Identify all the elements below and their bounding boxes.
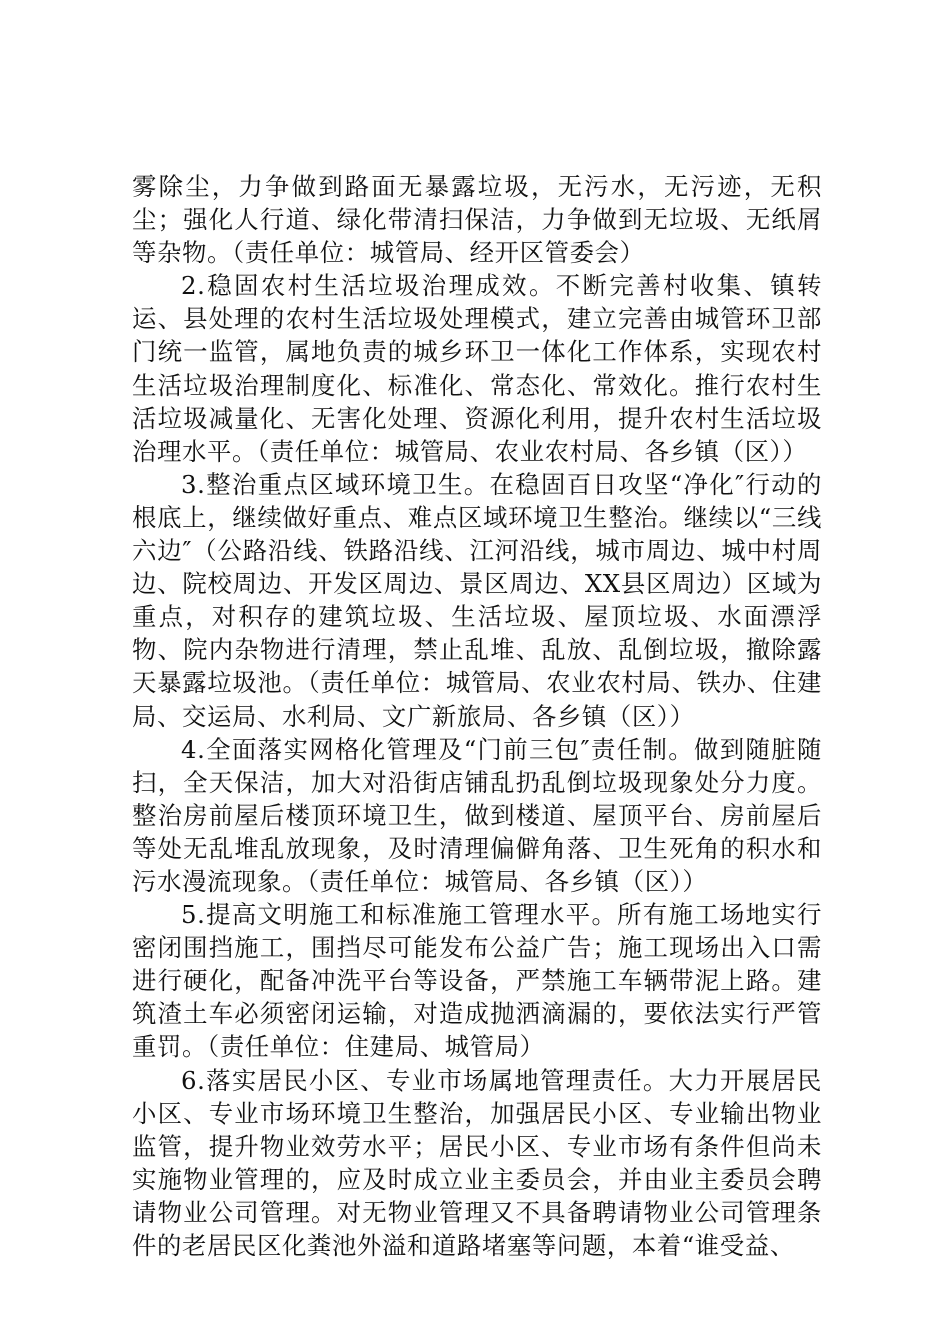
document-body <box>132 170 822 1262</box>
paragraph-item-6: 6.落实居民小区、专业市场属地管理责任。大力开展居民小区、专业市场环境卫生整治，加强居民小区、专业输出物业监管，提升物业效劳水平；居民小区、专业市场有条件但尚未实施物业管理的，应及时成立业主委员会，并由业主委员会聘请物业公司管理。对无物业管理又不具备聘请物业公司管理条件的老居民区化粪池外溢和道路堵塞等问题，本着“谁受益、 <box>132 1065 822 1260</box>
paragraph-continuation: 雾除尘，力争做到路面无暴露垃圾，无污水，无污迹，无积尘；强化人行道、绿化带清扫保洁，力争做到无垃圾、无纸屑等杂物。（责任单位：城管局、经开区管委会） <box>132 172 822 268</box>
paragraph-item-3: 3.整治重点区域环境卫生。在稳固百日攻坚“净化″行动的根底上，继续做好重点、难点区域环境卫生整治。继续以“三线六边″（公路沿线、铁路沿线、江河沿线，城市周边、城中村周边、院校周边、开发区周边、景区周边、XX县区周边）区域为重点，对积存的建筑垃圾、生活垃圾、屋顶垃圾、水面漂浮物、院内杂物进行清理，禁止乱堆、乱放、乱倒垃圾，撤除露天暴露垃圾池。（责任单位：城管局、农业农村局、铁办、住建局、交运局、水利局、文广新旅局、各乡镇（区）） <box>132 469 822 731</box>
paragraph-item-4: 4.全面落实网格化管理及“门前三包″责任制。做到随脏随扫，全天保洁，加大对沿街店铺乱扔乱倒垃圾现象处分力度。整治房前屋后楼顶环境卫生，做到楼道、屋顶平台、房前屋后等处无乱堆乱放现象，及时清理偏僻角落、卫生死角的积水和污水漫流现象。（责任单位：城管局、各乡镇（区）） <box>132 734 822 896</box>
paragraph-item-5: 5.提高文明施工和标准施工管理水平。所有施工场地实行密闭围挡施工，围挡尽可能发布公益广告；施工现场出入口需进行硬化，配备冲洗平台等设备，严禁施工车辆带泥上路。建筑渣土车必须密闭运输，对造成抛洒滴漏的，要依法实行严管重罚。（责任单位：住建局、城管局） <box>132 900 822 1062</box>
paragraph-item-2: 2.稳固农村生活垃圾治理成效。不断完善村收集、镇转运、县处理的农村生活垃圾处理模式，建立完善由城管环卫部门统一监管，属地负责的城乡环卫一体化工作体系，实现农村生活垃圾治理制度化、标准化、常态化、常效化。推行农村生活垃圾减量化、无害化处理、资源化利用，提升农村生活垃圾治理水平。（责任单位：城管局、农业农村局、各乡镇（区）） <box>132 271 822 466</box>
